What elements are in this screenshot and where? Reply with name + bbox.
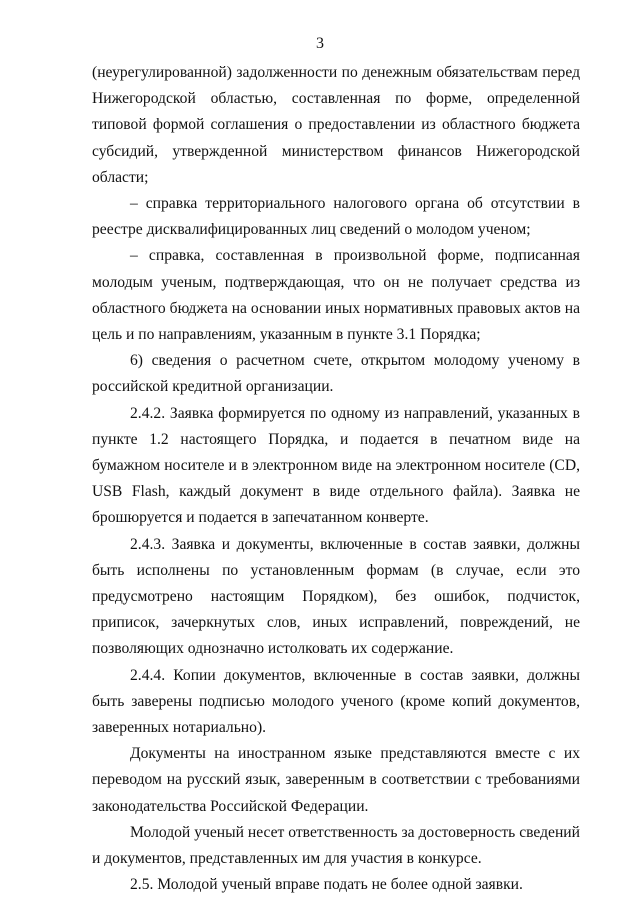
paragraph-2-4-4: 2.4.4. Копии документов, включенные в состав заявки, должны быть заверены подписью молодого ученого (кроме копий документов, заверенных нотариально). bbox=[92, 666, 580, 737]
paragraph-2-5: 2.5. Молодой ученый вправе подать не более одной заявки. bbox=[130, 876, 523, 894]
paragraph-2-4-3: 2.4.3. Заявка и документы, включенные в состав заявки, должны быть исполнены по установленным формам (в случае, если это предусмотрено настоящим Порядком), без ошибок, подчисток, приписок, зачеркнутых слов, иных исправлений, повреждений, не позволяющих однозначно истолковать их содержание. bbox=[92, 535, 580, 658]
paragraph-free-form-certificate: – справка, составленная в произвольной форме, подписанная молодым ученым, подтверждающая, что он не получает средства из областного бюджета на основании иных нормативных правовых актов на цель и по направлениям, указанным в пункте 3.1 Порядка; bbox=[92, 247, 580, 344]
paragraph-debt-certificate: (неурегулированной) задолженности по денежным обязательствам перед Нижегородской областью, составленная по форме, определенной типовой формой соглашения о предоставлении из областного бюджета субсидий, утвержденной министерством финансов Нижегородской области; bbox=[92, 64, 580, 186]
paragraph-2-4-2: 2.4.2. Заявка формируется по одному из направлений, указанных в пункте 1.2 настоящего Порядка, и подается в печатном виде на бумажном носителе и в электронном виде на электронном носителе (CD, USB Flash, каждый документ в виде отдельного файла). Заявка не брошюруется и подается в запечатанном конверте. bbox=[92, 404, 580, 527]
paragraph-bank-account: 6) сведения о расчетном счете, открытом молодому ученому в российской кредитной организации. bbox=[92, 352, 580, 396]
paragraph-foreign-documents: Документы на иностранном языке представляются вместе с их переводом на русский язык, заверенным в соответствии с требованиями законодательства Российской Федерации. bbox=[92, 745, 580, 815]
document-body bbox=[92, 60, 580, 899]
paragraph-tax-certificate: – справка территориального налогового органа об отсутствии в реестре дисквалифицированных лиц сведений о молодом ученом; bbox=[92, 195, 580, 239]
paragraph-responsibility: Молодой ученый несет ответственность за достоверность сведений и документов, представленных им для участия в конкурсе. bbox=[92, 823, 580, 868]
page-number: 3 bbox=[316, 35, 324, 52]
